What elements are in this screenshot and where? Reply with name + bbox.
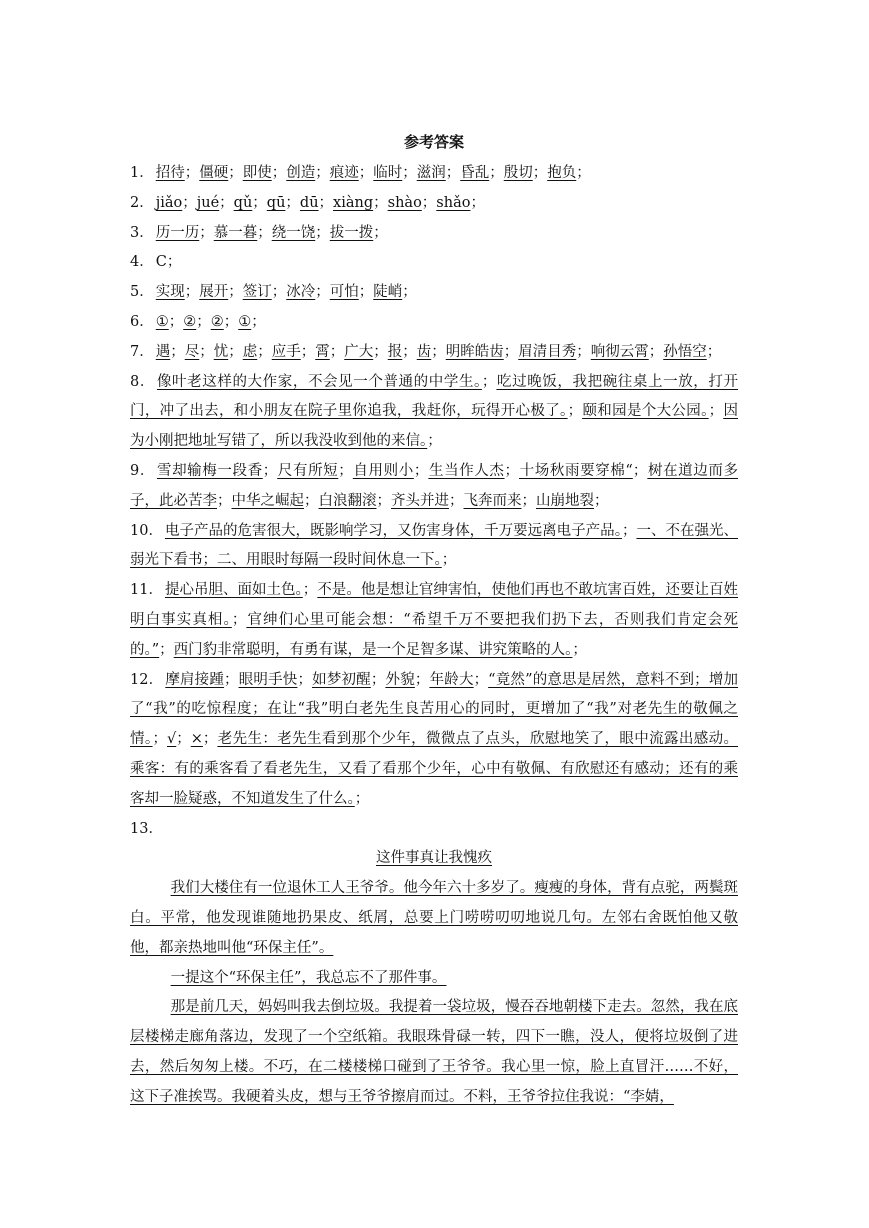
answer-number: 2． — [130, 194, 154, 211]
essay-title-text: 这件事真让我愧疚 — [376, 850, 492, 867]
separator: ； — [300, 343, 316, 360]
answer-item — [130, 815, 738, 845]
answer-text: 慕一暮 — [213, 224, 258, 241]
separator: ； — [202, 731, 218, 748]
answer-text: ① — [155, 313, 169, 330]
separator: ； — [231, 611, 247, 628]
separator: ； — [170, 343, 185, 360]
separator: ； — [402, 284, 417, 301]
answer-text: 招待 — [155, 165, 185, 181]
answer-text: 齿 — [416, 343, 432, 360]
answer-number: 1． — [130, 165, 154, 181]
answer-item — [130, 219, 738, 249]
answer-item — [130, 159, 738, 189]
separator: ； — [473, 671, 489, 688]
answer-text: 中华之崛起 — [231, 492, 304, 509]
answer-text: 像叶老这样的大作家，不会见一个普通的中学生。 — [156, 373, 482, 390]
separator: ； — [481, 373, 497, 390]
answer-text: shào — [387, 194, 422, 211]
answer-text: ② — [210, 313, 224, 330]
answer-text: 生当作人杰 — [428, 462, 505, 479]
answer-text: 一、不在强光、弱光下看书；二、用眼时每隔一段时间休息一下。 — [130, 522, 739, 569]
answer-text: 飞奔而来 — [463, 492, 522, 509]
separator: ； — [431, 343, 446, 360]
separator: ； — [285, 194, 300, 211]
answer-text: 昏乱 — [460, 165, 490, 181]
answer-text: jué — [196, 194, 220, 211]
answer-text: 虑 — [242, 343, 258, 360]
separator: ； — [168, 313, 184, 330]
answer-text: 提心吊胆、面如土色。 — [164, 582, 303, 599]
separator: ； — [184, 284, 200, 301]
essay-paragraph: 那是前几天，妈妈叫我去倒垃圾。我提着一袋垃圾，慢吞吞地朝楼下走去。忽然，我在底层楼梯走廊角落边，发现了一个空纸箱。我眼珠骨碌一转，四下一瞧，没人，便将垃圾倒了进去，然后匆匆上楼。不巧，在二楼楼梯口碰到了王爷爷。我心里一惊，脸上直冒汗……不好，这下子准挨骂。我硬着头皮，想与王爷爷擦肩而过。不料，王爷爷拉住我说：“李婧， — [130, 999, 738, 1105]
separator: ； — [271, 165, 287, 181]
answer-text: 眼明手快 — [238, 671, 298, 688]
separator: ； — [318, 194, 334, 211]
answer-number: 13． — [130, 820, 163, 837]
answer-text: “竟然”的意思是居然，意料不到；增加了“我”的吃惊程度；在让“我”明白老先生良苦用心的同时，更增加了“我”对老先生的敬佩之情。 — [130, 671, 739, 748]
answer-text: 树在道边而多子，此必苦李 — [130, 462, 739, 509]
answer-item — [130, 576, 738, 665]
answer-text: dū — [299, 194, 319, 211]
separator: ； — [376, 492, 391, 509]
answer-text: 绕一饶 — [271, 224, 316, 241]
separator: ； — [572, 641, 587, 658]
answer-text: 殷切 — [503, 165, 533, 181]
answer-text: 僵硬 — [199, 165, 229, 181]
answer-text: 陡峭 — [373, 284, 403, 301]
answer-text: √ — [167, 731, 177, 748]
separator: ； — [262, 462, 278, 479]
separator: ； — [297, 671, 312, 688]
answer-text: 年龄大 — [429, 671, 474, 688]
separator: ； — [504, 462, 520, 479]
answer-text: 老先生：老先生看到那个少年，微微点了点头，欣慰地笑了，眼中流露出感动。乘客：有的乘客看了看老先生，又看了看那个少年，心中有敬佩、有欣慰还有感动；还有的乘客却一脸疑惑，不知道发生了什么。 — [130, 731, 738, 807]
answer-text: 因为小刚把地址写错了，所以我没收到他的来信。 — [130, 403, 739, 450]
answer-text: qū — [266, 194, 286, 211]
answer-number: 5． — [130, 284, 154, 301]
answer-number: 10． — [130, 522, 163, 539]
separator: ； — [708, 403, 724, 420]
answer-text: 摩肩接踵 — [165, 671, 225, 688]
answer-number: 7． — [130, 343, 154, 360]
separator: ； — [315, 224, 330, 241]
answer-text: 抱负 — [547, 165, 577, 181]
essay-title — [130, 844, 738, 874]
answer-item — [130, 368, 738, 457]
separator: ； — [621, 522, 637, 539]
answer-text: 痕迹 — [329, 165, 359, 181]
answer-text: qǔ — [233, 194, 253, 211]
answer-number: 4． — [130, 254, 154, 271]
answer-text: 遇 — [155, 343, 171, 360]
separator: ； — [449, 492, 464, 509]
separator: ； — [373, 343, 388, 360]
separator: ； — [199, 224, 214, 241]
answer-text: 不是。他是想让官绅害怕，使他们再也不敢坑害百姓，还要让百姓明白事实真相。 — [130, 582, 739, 628]
separator: ； — [252, 194, 267, 211]
essay-body — [130, 874, 738, 1112]
answer-text: × — [190, 731, 203, 748]
separator: ； — [257, 343, 272, 360]
answer-text: 雪却输梅一段香 — [156, 462, 263, 479]
separator: ； — [373, 224, 388, 241]
answer-text: 即使 — [242, 165, 272, 181]
answer-text: 白浪翻滚 — [318, 492, 377, 509]
answer-text: 山崩地裂 — [536, 492, 594, 509]
separator: ； — [228, 284, 243, 301]
separator: ； — [217, 492, 232, 509]
separator: ； — [315, 284, 330, 301]
answer-text: 临时 — [373, 165, 403, 181]
separator: ； — [402, 343, 417, 360]
answer-text: 孙悟空 — [663, 343, 707, 360]
separator: ； — [199, 343, 214, 360]
answer-item — [130, 517, 738, 577]
separator: ； — [632, 462, 648, 479]
separator: ； — [427, 433, 442, 450]
answer-list — [130, 159, 738, 844]
separator: ； — [358, 165, 374, 181]
answer-text: 明眸皓齿 — [445, 343, 504, 360]
answer-text: xiàng — [333, 194, 374, 211]
answer-text: 拔一拨 — [329, 224, 374, 241]
answer-number: 11． — [130, 582, 163, 599]
separator: ； — [413, 462, 429, 479]
answer-item — [130, 189, 738, 219]
answer-text: 可怕 — [329, 284, 359, 301]
separator: ； — [224, 671, 239, 688]
answer-text: 官绅们心里可能会想：“希望千万不要把我们扔下去，否则我们肯定会死的。” — [130, 611, 739, 658]
separator: ； — [521, 492, 536, 509]
answer-text: 滋润 — [416, 165, 446, 181]
page-title: 参考答案 — [403, 133, 464, 151]
answer-text: 展开 — [199, 284, 229, 301]
separator: ； — [251, 313, 266, 330]
separator: ； — [152, 731, 167, 748]
answer-item — [130, 666, 738, 815]
separator: ； — [223, 313, 239, 330]
separator: ； — [338, 462, 353, 479]
answer-text: 忧 — [213, 343, 229, 360]
answer-number: 8． — [130, 373, 155, 390]
answer-text: 广大 — [344, 343, 374, 360]
separator: ； — [503, 343, 519, 360]
separator: ； — [315, 165, 330, 181]
separator: ； — [445, 165, 461, 181]
answer-text: jiǎo — [155, 194, 183, 211]
answer-text: 颐和园是个大公园。 — [582, 403, 709, 420]
separator: ； — [304, 492, 319, 509]
separator: ； — [176, 731, 191, 748]
answer-text: 签订 — [242, 284, 272, 301]
answer-text: 尽 — [184, 343, 200, 360]
answer-text: 十场秋雨要穿棉“ — [519, 462, 633, 479]
answer-number: 12． — [130, 671, 164, 688]
answer-text: 尺有所短 — [277, 462, 339, 479]
separator: ； — [532, 165, 548, 181]
answer-number: 9． — [130, 462, 155, 479]
separator: ； — [302, 582, 318, 599]
answer-text: shǎo — [436, 194, 471, 211]
separator: ； — [402, 165, 417, 181]
answer-text: ② — [183, 313, 197, 330]
separator: ； — [228, 343, 243, 360]
separator: ； — [470, 194, 485, 211]
separator: ； — [373, 194, 388, 211]
answer-text: 自用则小 — [352, 462, 414, 479]
answer-item — [130, 308, 738, 338]
separator: ； — [228, 165, 243, 181]
answer-text: 历一历 — [155, 224, 200, 241]
separator: ； — [706, 343, 722, 360]
answer-text: 齐头并进 — [391, 492, 449, 509]
separator: ； — [576, 165, 591, 181]
answer-text: 外貌 — [385, 671, 415, 688]
separator: ； — [370, 671, 386, 688]
separator: ； — [648, 343, 664, 360]
separator: ； — [576, 343, 591, 360]
separator: ； — [489, 165, 504, 181]
separator: ； — [441, 552, 457, 569]
answer-text: 电子产品的危害很大，既影响学习，又伤害身体，千万要远离电子产品。 — [164, 522, 622, 539]
answer-text: 响彻云霄 — [590, 343, 649, 360]
answer-number: 6． — [130, 313, 154, 330]
separator: ； — [219, 194, 234, 211]
answer-number: 3． — [130, 224, 154, 241]
essay-paragraph: 一提这个“环保主任”，我总忘不了那件事。 — [170, 969, 447, 986]
answer-item — [130, 338, 738, 368]
answer-item — [130, 457, 738, 517]
answer-item — [130, 278, 738, 308]
answer-text: 报 — [387, 343, 403, 360]
answer-text: 西门豹非常聪明，有勇有谋，是一个足智多谋、讲究策略的人。 — [173, 641, 573, 658]
answer-text: 冰冷 — [286, 284, 316, 301]
answer-text: 霄 — [315, 343, 330, 360]
answer-text: 实现 — [155, 284, 185, 301]
answer-text: 应手 — [271, 343, 301, 360]
answer-page — [130, 131, 738, 1113]
separator: ； — [354, 790, 370, 807]
separator: ； — [421, 194, 437, 211]
separator: ； — [567, 403, 583, 420]
answer-item — [130, 248, 738, 278]
answer-text: 创造 — [286, 165, 316, 181]
separator: ； — [271, 284, 287, 301]
answer-text: ① — [238, 313, 252, 330]
answer-text: 吃过晚饭，我把碗往桌上一放，打开门，冲了出去，和小朋友在院子里你追我，我赶你，玩得开心极了。 — [130, 373, 739, 420]
separator: ； — [414, 671, 430, 688]
separator: ； — [196, 313, 211, 330]
answer-text: 眉清目秀 — [518, 343, 577, 360]
separator: ； — [257, 224, 272, 241]
separator: ； — [184, 165, 200, 181]
separator: ； — [358, 284, 374, 301]
separator: C； — [155, 254, 182, 271]
separator: ； — [594, 492, 609, 509]
separator: ； — [182, 194, 197, 211]
separator: ； — [329, 343, 345, 360]
answer-text: 如梦初醒 — [311, 671, 371, 688]
essay-paragraph: 我们大楼住有一位退休工人王爷爷。他今年六十多岁了。瘦瘦的身体，背有点驼，两鬓斑白。平常，他发现谁随地扔果皮、纸屑，总要上门唠唠叨叨地说几句。左邻右舍既怕他又敬他，都亲热地叫他“环保主任”。 — [130, 880, 738, 956]
separator: ； — [159, 641, 174, 658]
